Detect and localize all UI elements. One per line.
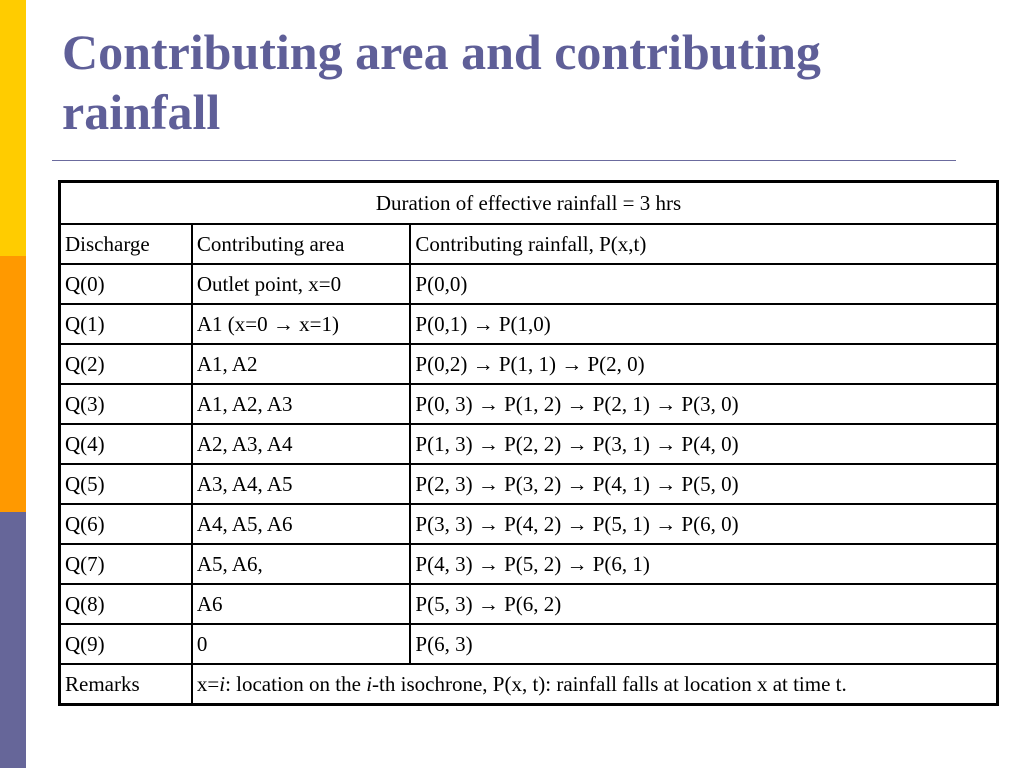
- contributing-rainfall-table: [58, 180, 999, 706]
- area-cell: A1, A2: [192, 344, 411, 384]
- area-cell: A3, A4, A5: [192, 464, 411, 504]
- remarks-part: : location on the: [225, 671, 367, 696]
- area-cell: A2, A3, A4: [192, 424, 411, 464]
- discharge-cell: Q(4): [60, 424, 192, 464]
- table-title: Duration of effective rainfall = 3 hrs: [60, 182, 998, 225]
- rainfall-cell: P(0,2) → P(1, 1) → P(2, 0): [410, 344, 997, 384]
- rainfall-cell: P(2, 3) → P(3, 2) → P(4, 1) → P(5, 0): [410, 464, 997, 504]
- area-cell: Outlet point, x=0: [192, 264, 411, 304]
- column-header-contributing-rainfall: Contributing rainfall, P(x,t): [410, 224, 997, 264]
- remarks-row: [60, 664, 998, 705]
- remarks-label: Remarks: [60, 664, 192, 705]
- rainfall-cell: P(0,1) → P(1,0): [410, 304, 997, 344]
- rainfall-cell: P(0,0): [410, 264, 997, 304]
- rainfall-cell: P(3, 3) → P(4, 2) → P(5, 1) → P(6, 0): [410, 504, 997, 544]
- rainfall-cell: P(6, 3): [410, 624, 997, 664]
- discharge-cell: Q(2): [60, 344, 192, 384]
- table-row: [60, 504, 998, 544]
- table-row: [60, 624, 998, 664]
- rainfall-cell: P(5, 3) → P(6, 2): [410, 584, 997, 624]
- table-row: [60, 424, 998, 464]
- table-row: [60, 464, 998, 504]
- discharge-cell: Q(1): [60, 304, 192, 344]
- accent-bar-purple: [0, 512, 26, 768]
- remarks-part: -th isochrone, P(x, t): rainfall falls at location x at time t.: [372, 671, 847, 696]
- column-header-row: [60, 224, 998, 264]
- rainfall-cell: P(1, 3) → P(2, 2) → P(3, 1) → P(4, 0): [410, 424, 997, 464]
- remarks-italic: i: [219, 671, 226, 696]
- column-header-contributing-area: Contributing area: [192, 224, 411, 264]
- accent-bar-orange: [0, 256, 26, 512]
- slide-title: Contributing area and contributing rainfall: [62, 24, 821, 140]
- discharge-cell: Q(6): [60, 504, 192, 544]
- discharge-cell: Q(7): [60, 544, 192, 584]
- area-cell: 0: [192, 624, 411, 664]
- remarks-part: x=: [196, 671, 220, 696]
- discharge-cell: Q(0): [60, 264, 192, 304]
- discharge-cell: Q(8): [60, 584, 192, 624]
- rainfall-cell: P(0, 3) → P(1, 2) → P(2, 1) → P(3, 0): [410, 384, 997, 424]
- area-cell: A6: [192, 584, 411, 624]
- table-row: [60, 384, 998, 424]
- remarks-italic: i: [366, 671, 373, 696]
- column-header-discharge: Discharge: [60, 224, 192, 264]
- title-divider: [52, 160, 956, 161]
- table-row: [60, 544, 998, 584]
- rainfall-cell: P(4, 3) → P(5, 2) → P(6, 1): [410, 544, 997, 584]
- table-row: [60, 344, 998, 384]
- area-cell: A5, A6,: [192, 544, 411, 584]
- table-row: [60, 304, 998, 344]
- discharge-cell: Q(5): [60, 464, 192, 504]
- discharge-cell: Q(9): [60, 624, 192, 664]
- area-cell: A4, A5, A6: [192, 504, 411, 544]
- area-cell: A1, A2, A3: [192, 384, 411, 424]
- discharge-cell: Q(3): [60, 384, 192, 424]
- table-title-row: [60, 182, 998, 225]
- table-row: [60, 264, 998, 304]
- table-row: [60, 584, 998, 624]
- accent-bar-yellow: [0, 0, 26, 256]
- area-cell: A1 (x=0 → x=1): [192, 304, 411, 344]
- remarks-text: [192, 664, 998, 705]
